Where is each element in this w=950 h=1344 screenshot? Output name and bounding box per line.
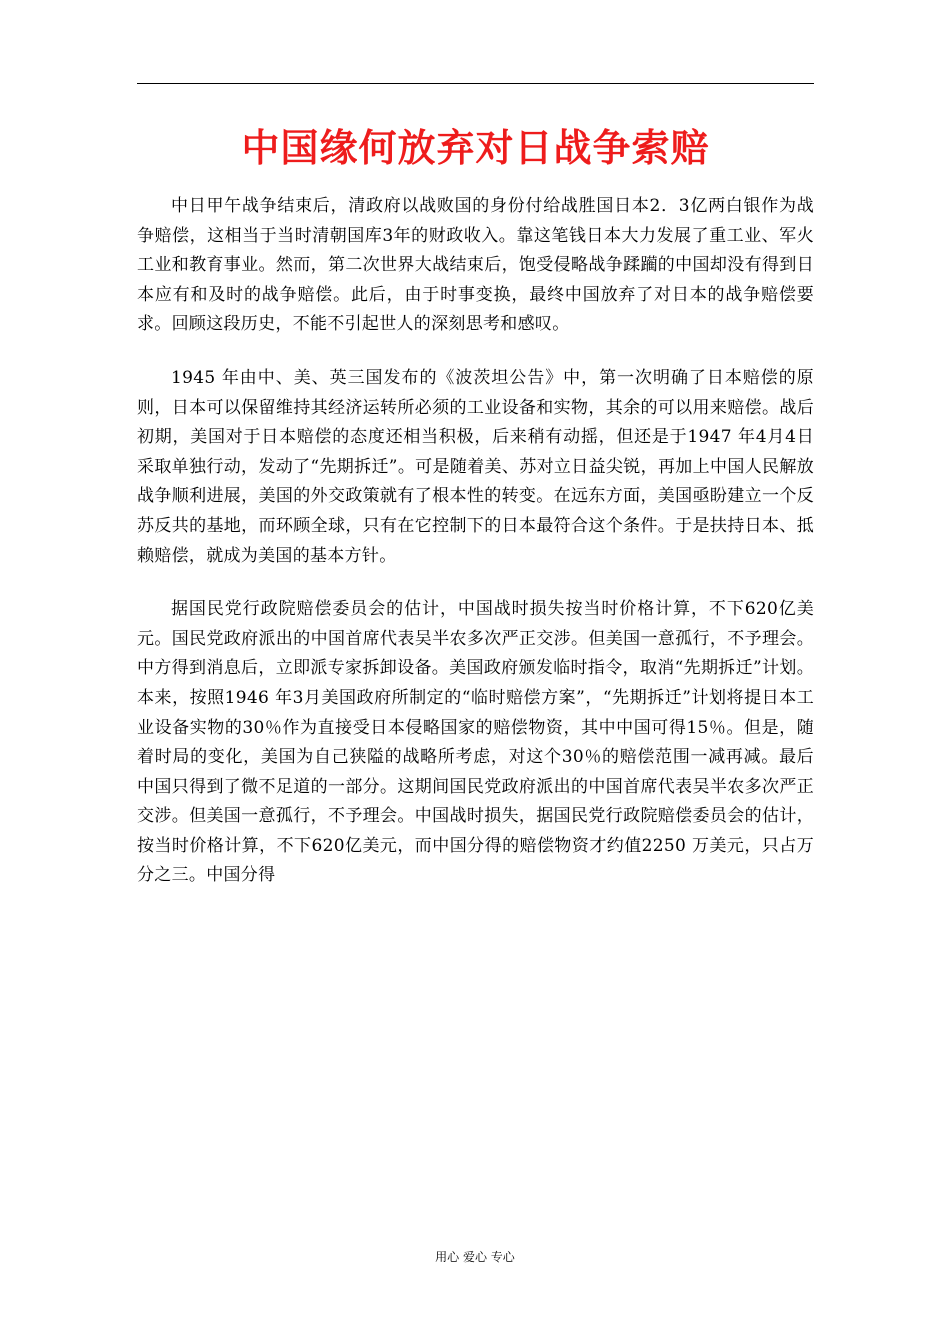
header-rule bbox=[137, 83, 814, 84]
paragraph-1: 中日甲午战争结束后，清政府以战败国的身份付给战胜国日本2．3亿两白银作为战争赔偿，这相当于当时清朝国库3年的财政收入。靠这笔钱日本大力发展了重工业、军火工业和教育事业。然而，第二次世界大战结束后，饱受侵略战争蹂躏的中国却没有得到日本应有和及时的战争赔偿。此后，由于时事变换，最终中国放弃了对日本的战争赔偿要求。回顾这段历史，不能不引起世人的深刻思考和感叹。 bbox=[137, 196, 814, 335]
document-body bbox=[137, 192, 814, 909]
paragraph-2: 1945 年由中、美、英三国发布的《波茨坦公告》中，第一次明确了日本赔偿的原则，日本可以保留维持其经济运转所必须的工业设备和实物，其余的可以用来赔偿。战后初期，美国对于日本赔偿的态度还相当积极，后来稍有动摇，但还是于1947 年4月4日采取单独行动，发动了“先期拆迁”。可是随着美、苏对立日益尖锐，再加上中国人民解放战争顺利进展，美国的外交政策就有了根本性的转变。在远东方面，美国亟盼建立一个反苏反共的基地，而环顾全球，只有在它控制下的日本最符合这个条件。于是扶持日本、抵赖赔偿，就成为美国的基本方针。 bbox=[137, 367, 814, 566]
document-title: 中国缘何放弃对日战争索赔 bbox=[241, 126, 710, 170]
paragraph-3: 据国民党行政院赔偿委员会的估计，中国战时损失按当时价格计算，不下620亿美元。国民党政府派出的中国首席代表吴半农多次严正交涉。但美国一意孤行，不予理会。中方得到消息后，立即派专家拆卸设备。美国政府颁发临时指令，取消“先期拆迁”计划。本来，按照1946 年3月美国政府所制定的“临时赔偿方案”，“先期拆迁”计划将提日本工业设备实物的30％作为直接受日本侵略国家的赔偿物资，其中中国可得15％。但是，随着时局的变化，美国为自己狭隘的战略所考虑，对这个30％的赔偿范围一减再减。最后中国只得到了微不足道的一部分。这期间国民党政府派出的中国首席代表吴半农多次严正交涉。但美国一意孤行，不予理会。中国战时损失，据国民党行政院赔偿委员会的估计，按当时价格计算，不下620亿美元，而中国分得的赔偿物资才约值2250 万美元，只占万分之三。中国分得 bbox=[137, 599, 814, 886]
page-footer: 用心 爱心 专心 bbox=[435, 1250, 515, 1264]
